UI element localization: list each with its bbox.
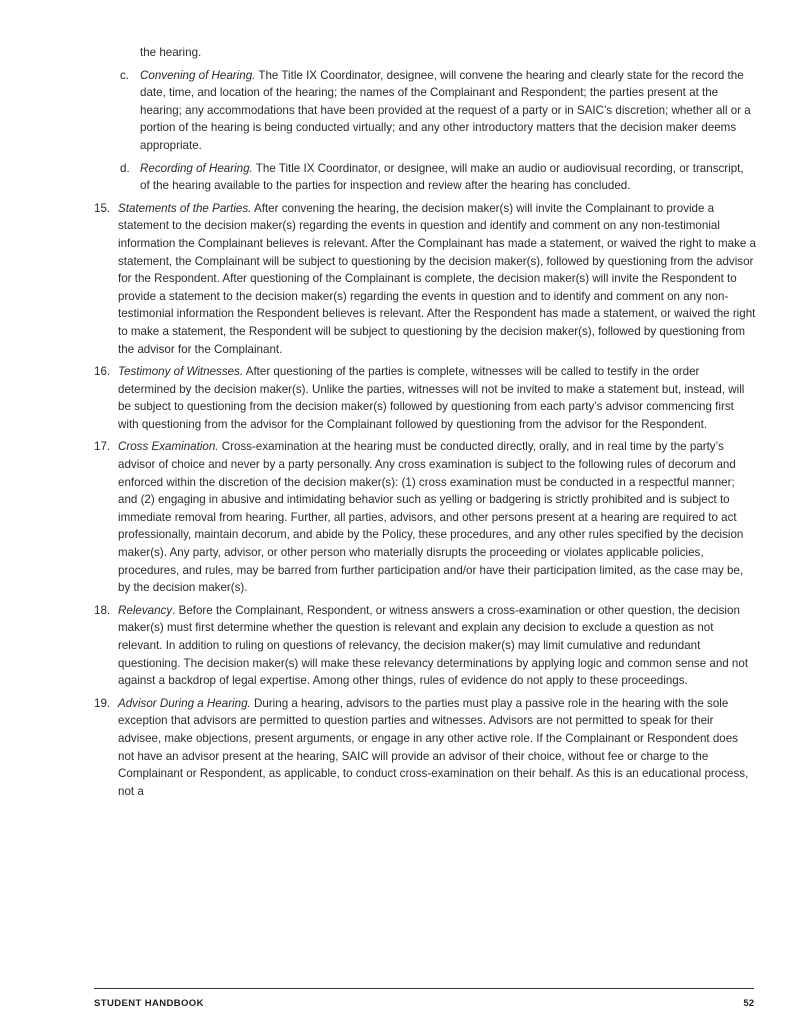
item-cross-examination bbox=[94, 438, 756, 596]
page-number: 52 bbox=[743, 998, 754, 1009]
item-title: Cross Examination. bbox=[118, 440, 219, 454]
item-text: The Title IX Coordinator, or designee, will make an audio or audiovisual recording, or transcript, of the hearing available to the parties for inspection and review after the hearing has concluded. bbox=[140, 161, 744, 193]
list-marker: 15. bbox=[94, 201, 111, 215]
item-text: . Before the Complainant, Respondent, or witness answers a cross-examination or other question, the decision maker(s) must first determine whether the question is relevant and explain any decision to exclude a question as not relevant. In addition to ruling on questions of relevancy, the decision maker(s) may limit cumulative and redundant questioning. The decision maker(s) will make these relevancy determinations by applying logic and common sense and not against a backdrop of legal expertise. Among other things, rules of evidence do not apply to these proceedings. bbox=[118, 603, 749, 688]
list-marker: 18. bbox=[94, 603, 111, 617]
item-statements-of-the-parties bbox=[94, 200, 756, 358]
item-title: Convening of Hearing. bbox=[140, 68, 256, 82]
item-text: After questioning of the parties is complete, witnesses will be called to testify in the order determined by the decision maker(s). Unlike the parties, witnesses will not be invited to make a statement but, instead, will be subject to questioning from the decision maker(s) followed by questioning from each party’s advisor commencing first with questioning from the advisor for the Complainant followed by questioning from the advisor for the Respondent. bbox=[118, 365, 745, 431]
item-title: Advisor During a Hearing. bbox=[118, 696, 251, 710]
sub-item-convening-of-hearing bbox=[94, 67, 756, 155]
list-marker: c. bbox=[120, 68, 130, 82]
item-text: The Title IX Coordinator, designee, will convene the hearing and clearly state for the record the date, time, and location of the hearing; the names of the Complainant and Respondent; the parties present at the hearing; any accommodations that have been provided at the request of a party or in SAIC’s discretion; whether all or a portion of the hearing is being conducted virtually; and any other introductory matters that the decision maker deems appropriate. bbox=[140, 68, 751, 152]
list-marker: 16. bbox=[94, 365, 111, 379]
item-text: During a hearing, advisors to the parties must play a passive role in the hearing with the sole exception that advisors are permitted to question parties and witnesses. Advisors are not permitted to speak for their advisee, make objections, present arguments, or engage in any other active role. If the Complainant or Respondent does not have an advisor present at the hearing, SAIC will provide an advisor of their choice, without fee or charge to the Complainant or Respondent, as applicable, to conduct cross-examination on their behalf. As this is an educational process, not a bbox=[118, 696, 749, 798]
page-footer bbox=[94, 988, 754, 1009]
list-marker: d. bbox=[120, 161, 130, 175]
item-advisor-during-a-hearing bbox=[94, 695, 756, 801]
item-title: Relevancy bbox=[118, 603, 173, 617]
sub-item-recording-of-hearing bbox=[94, 160, 756, 195]
list-marker: 17. bbox=[94, 440, 111, 454]
item-title: Recording of Hearing. bbox=[140, 161, 253, 175]
item-text: Cross-examination at the hearing must be conducted directly, orally, and in real time by the party’s advisor of choice and never by a party personally. Any cross examination is subject to the following rules of decorum and enforced within the discretion of the decision maker(s): (1) cross examination must be conducted in a respectful manner; and (2) engaging in abusive and intimidating behavior such as yelling or badgering is strictly prohibited and is subject to immediate removal from hearing. Further, all parties, advisors, and other persons present at a hearing are required to act professionally, maintain decorum, and abide by the Policy, these procedures, and any other rules specified by the decision maker(s). Any party, advisor, or other person who materially disrupts the proceeding or violates applicable policies, procedures, and rules, may be barred from further participation and/or have their participation limited, as the case may be, by the decision maker(s). bbox=[118, 440, 744, 595]
item-title: Statements of the Parties. bbox=[118, 201, 252, 215]
item-text: After convening the hearing, the decision maker(s) will invite the Complainant to provide a statement to the decision maker(s) regarding the events in question and identify and comment on any non-testimonial information the Complainant believes is relevant. After the Complainant has made a statement, or waived the right to make a statement, the Complainant will be subject to questioning by the decision maker(s), followed by questioning from the advisor for the Respondent. After questioning of the Complainant is complete, the decision maker(s) will invite the Respondent to provide a statement to the decision maker(s) regarding the events in question and to identify and comment on any non-testimonial information the Respondent believes is relevant. After the Respondent has made a statement, or waived the right to make a statement, the Respondent will be subject to questioning by the decision maker(s), followed by questioning from the advisor for the Complainant. bbox=[118, 201, 756, 356]
item-relevancy bbox=[94, 602, 756, 690]
continued-text: the hearing. bbox=[140, 46, 202, 59]
list-marker: 19. bbox=[94, 696, 111, 710]
page-body bbox=[94, 44, 756, 805]
item-testimony-of-witnesses bbox=[94, 363, 756, 433]
footer-title: STUDENT HANDBOOK bbox=[94, 998, 204, 1009]
item-title: Testimony of Witnesses. bbox=[118, 365, 244, 379]
